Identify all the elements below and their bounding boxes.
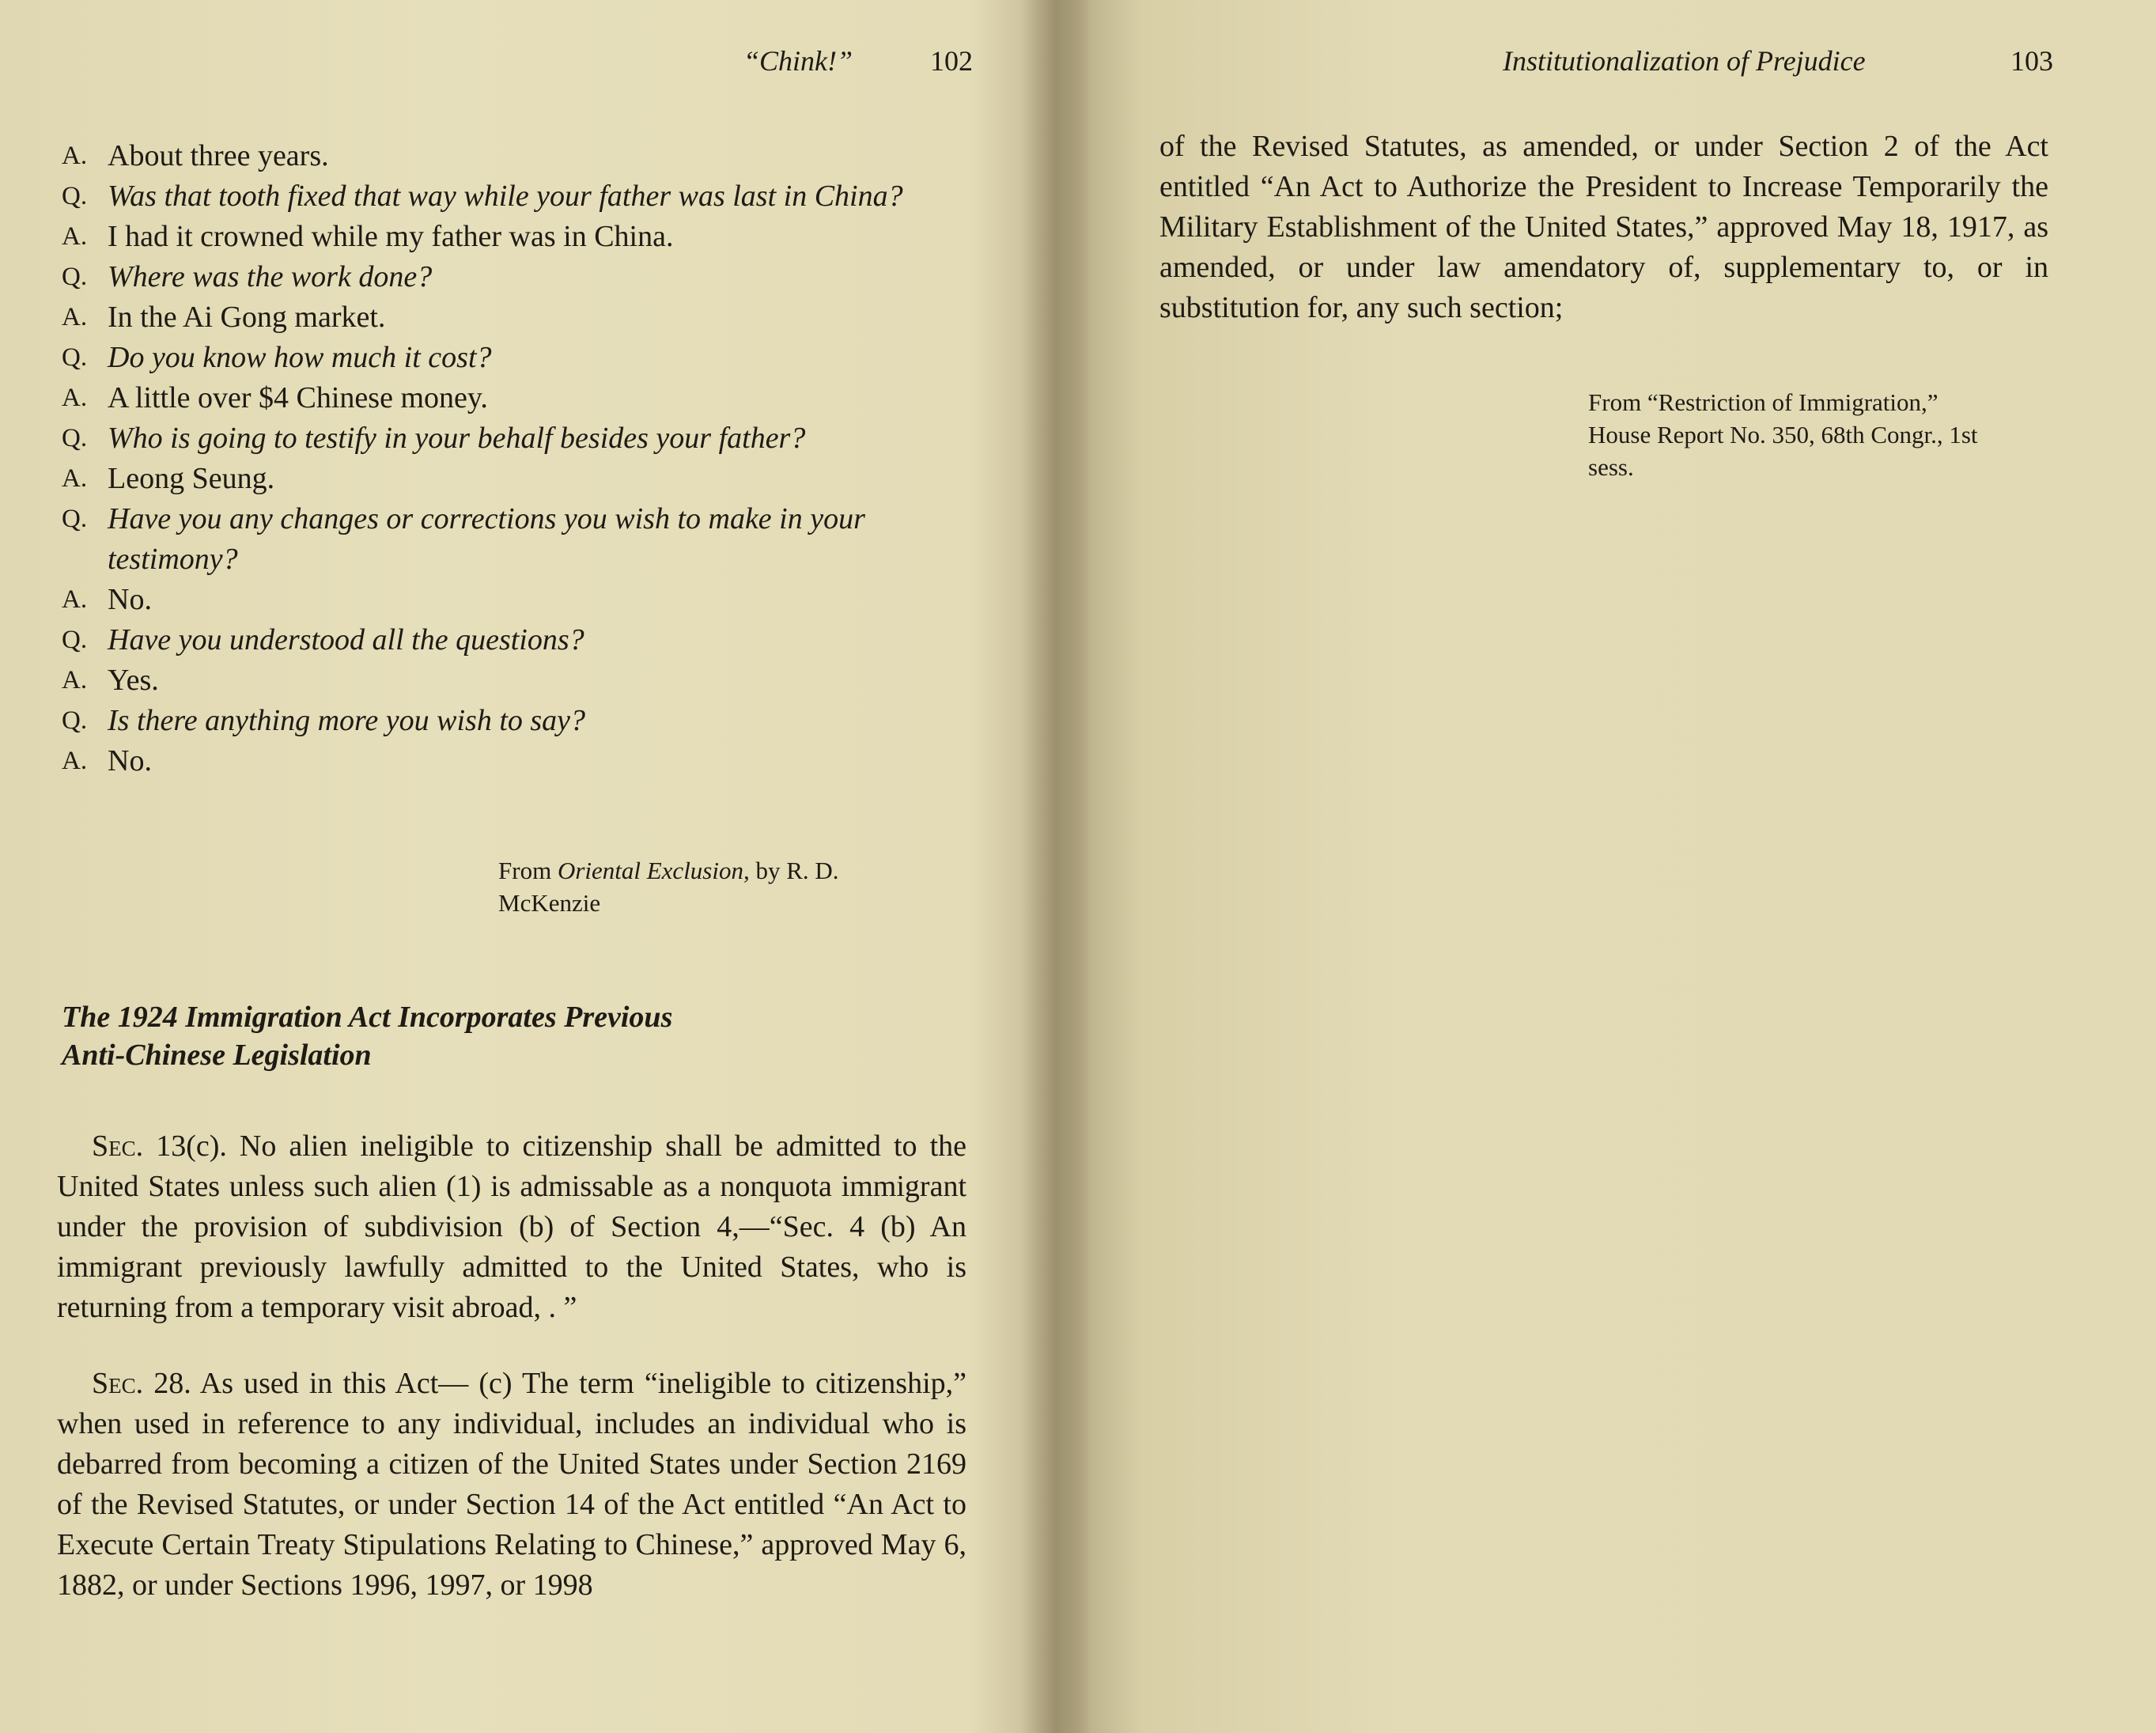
left-page-number: 102 [930, 45, 973, 77]
question-text: Have you any changes or corrections you wish to make in your testimony? [108, 502, 865, 576]
qa-row [62, 217, 979, 257]
section-heading-line2: Anti-Chinese Legislation [62, 1039, 372, 1072]
question-marker: Q. [62, 343, 88, 372]
right-citation-line1: From “Restriction of Immigration,” [1588, 388, 1939, 416]
statute-28-text: 28. As used in this Act— (c) The term “ineligible to citizenship,” when used in reference to any individual, includes an individual who is debarred from becoming a citizen of the United States under Section 2169 of the Revised Statutes, or under Section 14 of the Act entitled “An Act to Execute Certain Treaty Stipulations Relating to Chinese,” approved May 6, 1882, or under Sections 1996, 1997, or 1998 [57, 1367, 967, 1602]
right-citation-line3: sess. [1588, 453, 1634, 481]
answer-marker: A. [62, 222, 88, 251]
statute-13c-text: 13(c). No alien ineligible to citizenship shall be admitted to the United States unless such alien (1) is admissable as a nonquota immigrant under the provision of subdivision (b) of Section 4,—“Sec. 4 (b) An immigrant previously lawfully admitted to the United States, who is returning from a temporary visit abroad, . ” [57, 1129, 966, 1324]
section-heading-line1: The 1924 Immigration Act Incorporates Previous [62, 1001, 673, 1034]
statute-13c-label: Sec. [92, 1129, 144, 1163]
question-text: Have you understood all the questions? [108, 623, 584, 656]
answer-text: In the Ai Gong market. [108, 301, 386, 334]
answer-text: A little over $4 Chinese money. [108, 381, 488, 414]
answer-marker: A. [62, 666, 88, 694]
citation-author: McKenzie [498, 889, 601, 917]
answer-marker: A. [62, 747, 88, 775]
answer-text: Yes. [108, 664, 159, 697]
question-text: Where was the work done? [108, 260, 433, 293]
answer-text: I had it crowned while my father was in China. [108, 220, 674, 253]
qa-row [62, 580, 979, 620]
answer-marker: A. [62, 464, 88, 493]
qa-row [62, 620, 979, 660]
statute-section-28 [57, 1364, 966, 1606]
question-text: Who is going to testify in your behalf besides your father? [108, 422, 806, 455]
answer-marker: A. [62, 384, 88, 412]
answer-text: Leong Seung. [108, 462, 275, 495]
right-citation-line2: House Report No. 350, 68th Congr., 1st [1588, 421, 1978, 448]
right-citation [1588, 386, 2063, 483]
question-text: Do you know how much it cost? [108, 341, 492, 374]
right-running-head: Institutionalization of Prejudice [1503, 45, 1866, 77]
left-page [0, 0, 1020, 1733]
answer-text: No. [108, 744, 152, 778]
interview-transcript [62, 136, 979, 781]
qa-row [62, 660, 979, 701]
question-marker: Q. [62, 424, 88, 452]
qa-row [62, 338, 979, 378]
answer-text: No. [108, 583, 152, 616]
left-citation [498, 854, 941, 919]
answer-marker: A. [62, 585, 88, 614]
qa-row [62, 297, 979, 338]
statute-section-13c [57, 1126, 966, 1328]
question-text: Was that tooth fixed that way while your father was last in China? [108, 180, 903, 213]
question-marker: Q. [62, 626, 88, 654]
section-heading [62, 998, 963, 1074]
right-page-number: 103 [2010, 45, 2053, 77]
left-running-head: “Chink!” [743, 45, 853, 77]
answer-marker: A. [62, 303, 88, 331]
citation-title: Oriental Exclusion, [557, 857, 750, 884]
statute-28-label: Sec. [92, 1367, 144, 1400]
answer-text: About three years. [108, 139, 329, 172]
citation-prefix: From [498, 857, 552, 884]
right-body-text: of the Revised Statutes, as amended, or under Section 2 of the Act entitled “An Act to Authorize the President to Increase Temporarily the Military Establishment of the United States,” approved May 18, 1917, as amended, or under law amendatory of, supplementary to, or in substitution for, any such section; [1159, 130, 2048, 324]
citation-by: by R. D. [755, 857, 839, 884]
qa-row [62, 257, 979, 297]
question-marker: Q. [62, 706, 88, 735]
question-marker: Q. [62, 505, 88, 533]
answer-marker: A. [62, 142, 88, 170]
question-marker: Q. [62, 263, 88, 291]
qa-row [62, 701, 979, 741]
question-text: Is there anything more you wish to say? [108, 704, 586, 737]
qa-row [62, 136, 979, 176]
book-gutter [1020, 0, 1091, 1733]
qa-row [62, 741, 979, 781]
qa-row [62, 176, 979, 217]
question-marker: Q. [62, 182, 88, 210]
qa-row [62, 418, 979, 459]
qa-row [62, 378, 979, 418]
right-page [1091, 0, 2156, 1733]
qa-row [62, 499, 979, 580]
qa-row [62, 459, 979, 499]
